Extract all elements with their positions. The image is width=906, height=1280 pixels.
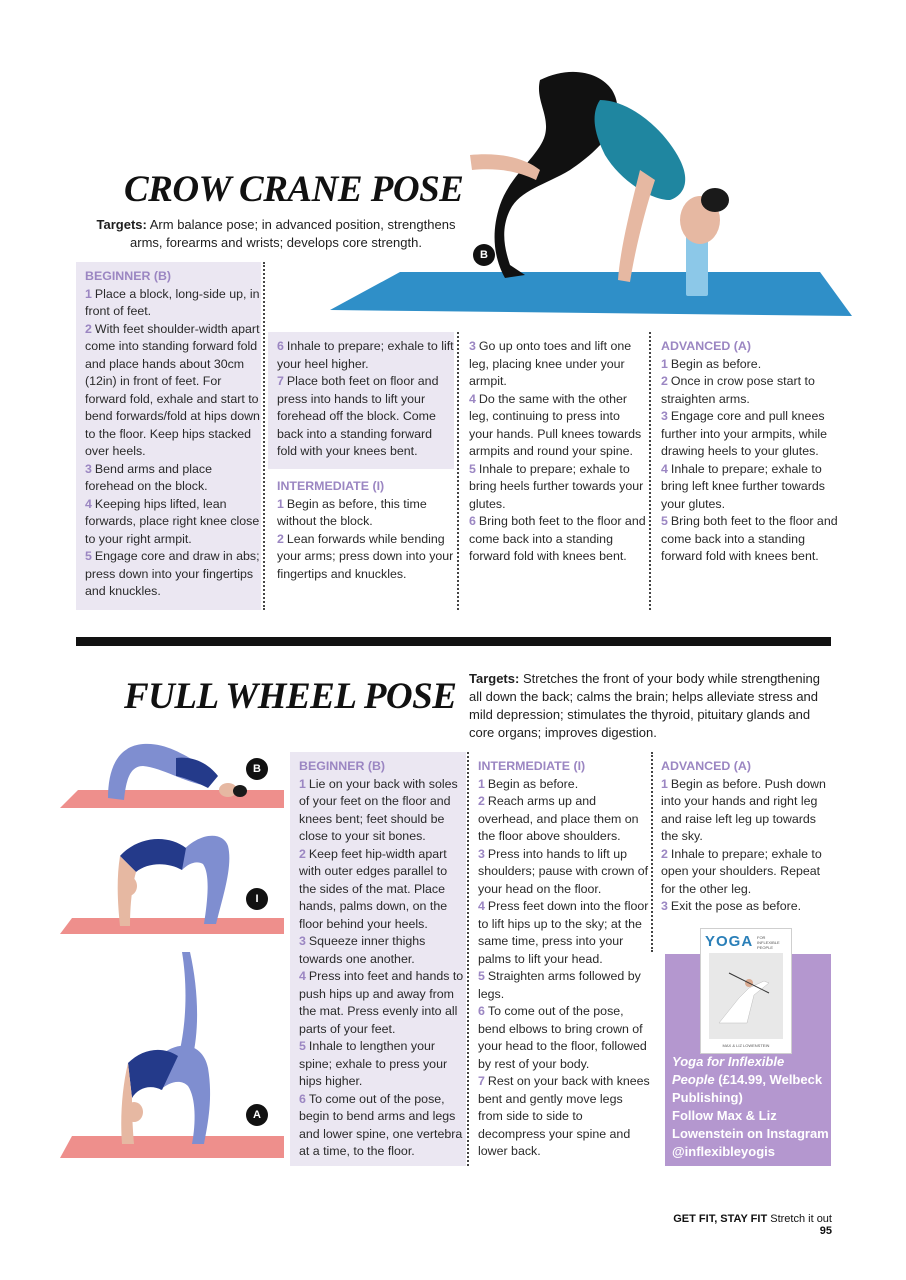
step-text: Begin as before. <box>670 356 762 371</box>
step-text: Inhale to lengthen your spine; exhale to press your hips higher. <box>299 1039 448 1088</box>
yoga-mat <box>60 918 284 934</box>
step <box>85 321 261 461</box>
step-number: 4 <box>661 461 668 476</box>
step-number: 3 <box>478 846 485 861</box>
step <box>661 356 838 374</box>
step-text: Engage core and draw in abs; press down into your fingertips and knuckles. <box>85 549 260 598</box>
step-text: Inhale to prepare; exhale to bring left knee further towards your glutes. <box>661 461 825 511</box>
wheel-advanced-photo <box>58 948 288 1162</box>
wheel-title: FULL WHEEL POSE <box>124 676 457 717</box>
step <box>661 373 838 408</box>
book-price: (£14.99, Welbeck Publishing) <box>672 1072 823 1105</box>
footer-section: GET FIT, STAY FIT <box>673 1213 768 1225</box>
crow-intermediate-box <box>268 478 454 583</box>
crow-targets-label: Targets: <box>96 217 147 232</box>
step-number: 1 <box>478 776 485 791</box>
step-text: Lean forwards while bending your arms; press down into your fingertips and knuckles. <box>277 531 454 581</box>
step-text: Bend arms and place forehead on the block. <box>85 461 213 493</box>
step-number: 2 <box>299 846 306 861</box>
step-number: 4 <box>478 899 485 913</box>
hair-bun <box>701 188 729 212</box>
step-number: 1 <box>277 496 284 511</box>
step-number: 1 <box>661 776 668 791</box>
step-text: Inhale to prepare; exhale to open your shoulders. Repeat for the other leg. <box>661 846 822 896</box>
footer-page-number: 95 <box>819 1225 832 1237</box>
wheel-badge-b: B <box>246 758 268 780</box>
wheel-targets-label: Targets: <box>469 671 520 686</box>
step-text: Keep feet hip-width apart with outer edges parallel to the sides of the mat. Place hands, palms down, on the floor behind your heels. <box>299 846 448 931</box>
wheel-advanced-heading: ADVANCED (A) <box>661 759 751 773</box>
crow-intermediate-cont-box <box>460 338 646 566</box>
step <box>277 338 454 373</box>
crow-pose-photo <box>300 60 860 320</box>
step <box>469 391 646 461</box>
step-number: 3 <box>85 461 92 476</box>
step-text: Engage core and pull knees further into your armpits, while drawing heels to your glutes. <box>661 409 827 458</box>
step <box>661 776 832 846</box>
step-number: 2 <box>478 794 485 808</box>
step-text: Straighten arms followed by legs. <box>478 969 641 1001</box>
step <box>478 846 650 899</box>
step <box>469 461 646 514</box>
step-text: Inhale to prepare; exhale to bring heels further towards your glutes. <box>469 461 644 511</box>
step-number: 5 <box>478 969 485 983</box>
step-number: 5 <box>661 514 668 528</box>
step <box>661 408 838 461</box>
step <box>478 968 650 1003</box>
step-number: 2 <box>277 531 284 546</box>
yoga-block <box>686 236 708 296</box>
step-number: 3 <box>299 934 306 948</box>
step-text: Keeping hips lifted, lean forwards, place right knee close to your right armpit. <box>85 496 260 546</box>
book-follow: Follow Max & Liz Lowenstein on Instagram @inflexibleyogis <box>672 1108 829 1159</box>
head-shape <box>119 876 137 896</box>
book-cover <box>700 928 792 1054</box>
step-number: 5 <box>299 1039 306 1053</box>
step-number: 6 <box>299 1091 306 1106</box>
book-cover-title: YOGA <box>705 933 754 950</box>
book-cover-photo <box>709 953 783 1039</box>
step-text: Begin as before, this time without the block. <box>277 496 427 528</box>
step <box>85 496 261 549</box>
step-number: 1 <box>85 286 92 301</box>
step-text: Once in crow pose start to straighten arms. <box>661 374 815 406</box>
step-number: 1 <box>661 356 668 371</box>
step <box>478 898 650 968</box>
step-number: 4 <box>299 969 306 983</box>
head-shape <box>125 1102 143 1122</box>
step <box>661 846 832 899</box>
step-number: 3 <box>469 339 476 353</box>
section-divider <box>76 637 831 646</box>
step <box>299 933 466 968</box>
wheel-beginner-box <box>290 752 466 1166</box>
yoga-mat <box>60 790 284 808</box>
book-cover-authors: MAX & LIZ LOWENSTEIN <box>722 1043 770 1048</box>
step-text: Begin as before. Push down into your hands and right leg and raise left leg up towards the sky. <box>661 776 826 843</box>
step-number: 2 <box>661 374 668 388</box>
yoga-mat <box>330 272 852 316</box>
step-text: Bring both feet to the floor and come back into a standing forward fold with knees bent. <box>469 514 646 563</box>
crow-beginner-heading: BEGINNER (B) <box>85 269 172 283</box>
step-number: 5 <box>85 549 92 563</box>
step <box>661 898 832 916</box>
step-text: Reach arms up and overhead, and place them on the floor above shoulders. <box>478 794 639 843</box>
book-title: Yoga for Inflexible People <box>672 1054 785 1087</box>
step-text: To come out of the pose, begin to bend arms and legs and lower spine, one vertebra at a time, to the floor. <box>299 1091 463 1158</box>
crow-badge-b: B <box>473 244 495 266</box>
crow-advanced-heading: ADVANCED (A) <box>661 339 751 353</box>
step <box>478 1003 650 1073</box>
step-text: Begin as before. <box>487 776 579 791</box>
step-text: Exit the pose as before. <box>670 899 802 913</box>
step-text: Inhale to prepare; exhale to lift your heel higher. <box>277 339 454 371</box>
wheel-advanced-box <box>654 758 832 916</box>
crow-beginner-cont-box <box>268 332 454 469</box>
step-text: Bring both feet to the floor and come back into a standing forward fold with knees bent. <box>661 514 838 563</box>
step-number: 6 <box>469 514 476 528</box>
column-divider <box>457 332 459 610</box>
step <box>299 968 466 1038</box>
step <box>277 531 454 584</box>
wheel-badge-a: A <box>246 1104 268 1126</box>
step <box>85 461 261 496</box>
step-text: Go up onto toes and lift one leg, placing knee under your armpit. <box>469 339 632 388</box>
crow-title: CROW CRANE POSE <box>124 169 464 210</box>
step-text: To come out of the pose, bend elbows to bring crown of your head to the floor, followed by rest of your body. <box>478 1004 647 1071</box>
step-text: With feet shoulder-width apart come into standing forward fold and place hands about 30cm (12in) in front of feet. For forward fold, exhale and start to bend forwards/fold at hips down to the floor. Keep hips stacked over heels. <box>85 321 260 458</box>
step-text: Squeeze inner thighs towards one another. <box>299 934 426 966</box>
step <box>478 776 650 794</box>
column-divider <box>467 752 469 1166</box>
crow-advanced-box <box>652 338 838 566</box>
column-divider <box>649 332 651 610</box>
crow-intermediate-heading: INTERMEDIATE (I) <box>277 479 385 493</box>
step <box>299 1038 466 1091</box>
step-number: 6 <box>478 1004 485 1018</box>
step-text: Lie on your back with soles of your feet on the floor and knees bent; feet should be close to your sit bones. <box>299 776 458 843</box>
step-text: Do the same with the other leg, continuing to press into your hands. Pull knees towards armpits and round your spine. <box>469 391 642 458</box>
step <box>478 1073 650 1161</box>
book-cover-subtitle: FOR INFLEXIBLE PEOPLE <box>757 935 780 950</box>
step-text: Place a block, long-side up, in front of feet. <box>85 286 260 318</box>
wheel-intermediate-photo <box>58 826 288 940</box>
hair-bun <box>233 785 247 797</box>
step-number: 3 <box>661 899 668 913</box>
step-text: Press feet down into the floor to lift hips up to the sky; at the same time, press into your palms to lift your head. <box>478 899 649 966</box>
step <box>661 513 838 566</box>
wheel-badge-i: I <box>246 888 268 910</box>
step-number: 5 <box>469 461 476 476</box>
step-number: 4 <box>469 391 476 406</box>
step <box>299 1091 466 1161</box>
column-divider <box>651 752 653 952</box>
step-text: Press into feet and hands to push hips up and away from the mat. Press evenly into all parts of your feet. <box>299 969 464 1036</box>
step <box>469 513 646 566</box>
book-promo-text <box>672 1053 830 1161</box>
step <box>277 373 454 461</box>
step-number: 2 <box>85 321 92 336</box>
step <box>299 776 466 846</box>
foot-shape <box>470 154 540 180</box>
yoga-mat <box>60 1136 284 1158</box>
step <box>469 338 646 391</box>
wheel-intermediate-box <box>470 758 650 1161</box>
step-number: 1 <box>299 776 306 791</box>
wheel-intermediate-heading: INTERMEDIATE (I) <box>478 759 586 773</box>
crow-targets-text: Arm balance pose; in advanced position, strengthens arms, forearms and wrists; develops core strength. <box>130 217 456 250</box>
crow-beginner-box <box>76 262 261 610</box>
step-number: 3 <box>661 409 668 423</box>
step-number: 7 <box>478 1074 485 1088</box>
step-text: Rest on your back with knees bent and gently move legs from side to side to decompress your spine and lower back. <box>478 1074 650 1158</box>
step <box>299 846 466 934</box>
step <box>85 548 261 601</box>
arm-shape <box>618 170 655 282</box>
step-number: 2 <box>661 846 668 861</box>
page-footer <box>662 1213 832 1237</box>
step-number: 6 <box>277 339 284 353</box>
step-number: 4 <box>85 496 92 511</box>
step <box>277 496 454 531</box>
step-number: 7 <box>277 374 284 388</box>
step <box>478 793 650 846</box>
footer-sub: Stretch it out <box>770 1213 832 1225</box>
wheel-targets-text: Stretches the front of your body while strengthening all down the back; calms the brain; helps alleviate stress and mild depression; stimulates the thyroid, pituitary glands and core organs; improves digestion. <box>469 671 820 740</box>
step-text: Press into hands to lift up shoulders; pause with crown of your head on the floor. <box>478 846 649 896</box>
step-text: Place both feet on floor and press into hands to lift your forehead off the block. Come back into a standing forward fold with your knees bent. <box>277 374 439 458</box>
wheel-targets <box>469 670 831 742</box>
column-divider <box>263 262 265 610</box>
step <box>85 286 261 321</box>
step <box>661 461 838 514</box>
wheel-beginner-heading: BEGINNER (B) <box>299 759 386 773</box>
raised-leg <box>178 952 197 1060</box>
